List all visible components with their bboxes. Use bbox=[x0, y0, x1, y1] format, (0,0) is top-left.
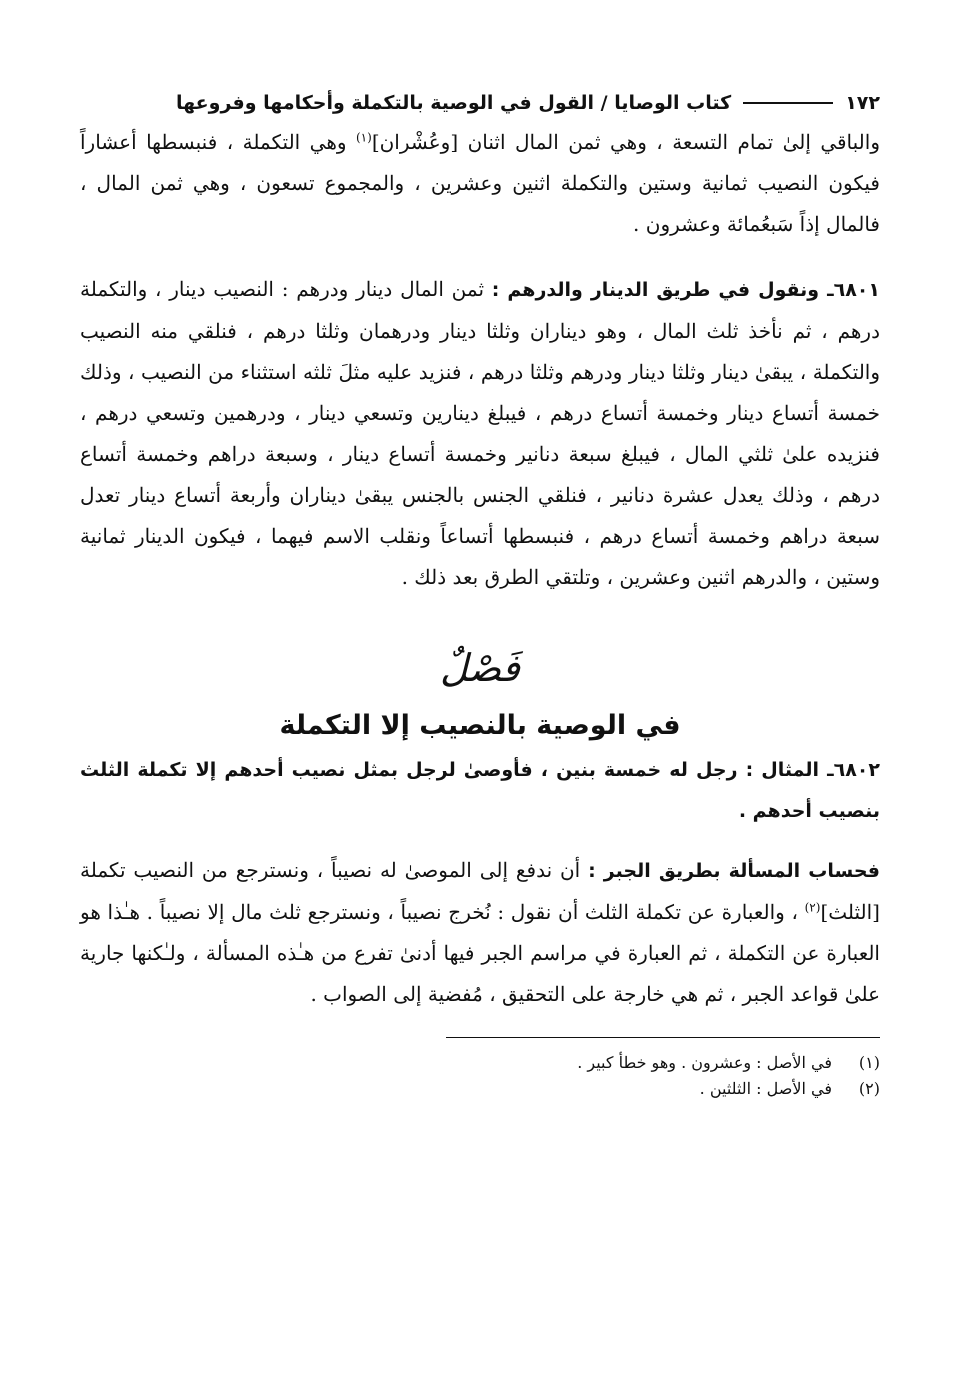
paragraph-text: ، والعبارة عن تكملة الثلث أن نقول : نُخرج نصيباً ، ونسترجع ثلث مال إلا نصيباً . هـٰذا هو العبارة عن التكملة ، ثم العبارة في مراسم الجبر فيها أدنىٰ تفرع من هـٰذه المسألة ، ولـٰكنها جارية علىٰ قواعد الجبر ، ثم هي خارجة على التحقيق ، مُفضية إلى الصواب . bbox=[80, 900, 880, 1006]
paragraph-text: ثمن المال دينار ودرهم : النصيب دينار ، والتكملة درهم ، ثم نأخذ ثلث المال ، وهو ديناران وثلثا دينار ودرهمان وثلثا درهم ، فنلقي منه النصيب والتكملة ، يبقىٰ دينار وثلثا دينار ودرهم وثلثا درهم ، فنزيد عليه مثلَ ثلثه استثناء من النصيب ، وذلك خمسة أتساع دينار وخمسة أتساع درهم ، فيبلغ دينارين وتسعي دينار ، ودرهمين وتسعي درهم ، فنزيده علىٰ ثلثي المال ، فيبلغ سبعة دنانير وخمسة أتساع دينار ، وسبعة دراهم وخمسة أتساع درهم ، وذلك يعدل عشرة دنانير ، فنلقي الجنس بالجنس يبقىٰ ديناران وأربعة أتساع دينار تعدل سبعة دراهم وخمسة أتساع درهم ، فنبسطها أتساعاً ونقلب الاسم فيهما ، فيكون الدينار ثمانية وستين ، والدرهم اثنين وعشرين ، وتلتقي الطرق بعد ذلك . bbox=[80, 277, 880, 589]
paragraph-6802: ٦٨٠٢ـ المثال : رجل له خمسة بنين ، فأوصىٰ لرجل بمثل نصيب أحدهم إلا تكملة الثلث بنصيب أحدهم . bbox=[80, 759, 880, 822]
header-rule bbox=[743, 102, 833, 104]
footnotes bbox=[80, 1050, 880, 1102]
paragraph-text: أن ندفع إلى الموصىٰ له نصيباً ، ونسترجع من النصيب تكملة [الثلث] bbox=[80, 858, 880, 924]
paragraph-text: والباقي إلىٰ تمام التسعة ، وهي ثمن المال اثنان [وعُشْران] bbox=[371, 130, 880, 154]
paragraph-lead: فحساب المسألة بطريق الجبر : bbox=[588, 860, 880, 882]
page-number: ١٧٢ bbox=[845, 92, 880, 114]
footnote-number: (١) bbox=[858, 1053, 880, 1072]
fasl-ornament: فَصْلٌ bbox=[440, 646, 520, 690]
book-page bbox=[80, 86, 880, 1102]
footnote-divider bbox=[446, 1037, 880, 1038]
footnote-number: (٢) bbox=[858, 1079, 880, 1098]
footnote-ref-2[interactable]: (٢) bbox=[804, 900, 821, 915]
footnote-text: في الأصل : وعشرون . وهو خطأ كبير . bbox=[577, 1053, 832, 1072]
footnote-ref-1[interactable]: (١) bbox=[355, 130, 372, 145]
running-title: كتاب الوصايا / القول في الوصية بالتكملة وأحكامها وفروعها bbox=[176, 92, 732, 114]
paragraph-algebra bbox=[80, 850, 880, 1015]
footnote-text: في الأصل : الثلثين . bbox=[699, 1079, 832, 1098]
section-title: في الوصية بالنصيب إلا التكملة bbox=[279, 710, 681, 741]
footnote-2 bbox=[80, 1076, 880, 1102]
paragraph-text: وهي التكملة ، فنبسطها أعشاراً فيكون النصيب ثمانية وستين والتكملة اثنين وعشرين ، والمجموع تسعون ، وهي ثمن المال ، فالمال إذاً سَبعُمائة وعشرون . bbox=[80, 130, 880, 236]
running-header bbox=[80, 86, 880, 120]
paragraph-continuation bbox=[80, 122, 880, 245]
paragraph-6801 bbox=[80, 269, 880, 598]
footnote-1 bbox=[80, 1050, 880, 1076]
paragraph-lead: ٦٨٠١ـ ونقول في طريق الدينار والدرهم : bbox=[491, 279, 880, 301]
